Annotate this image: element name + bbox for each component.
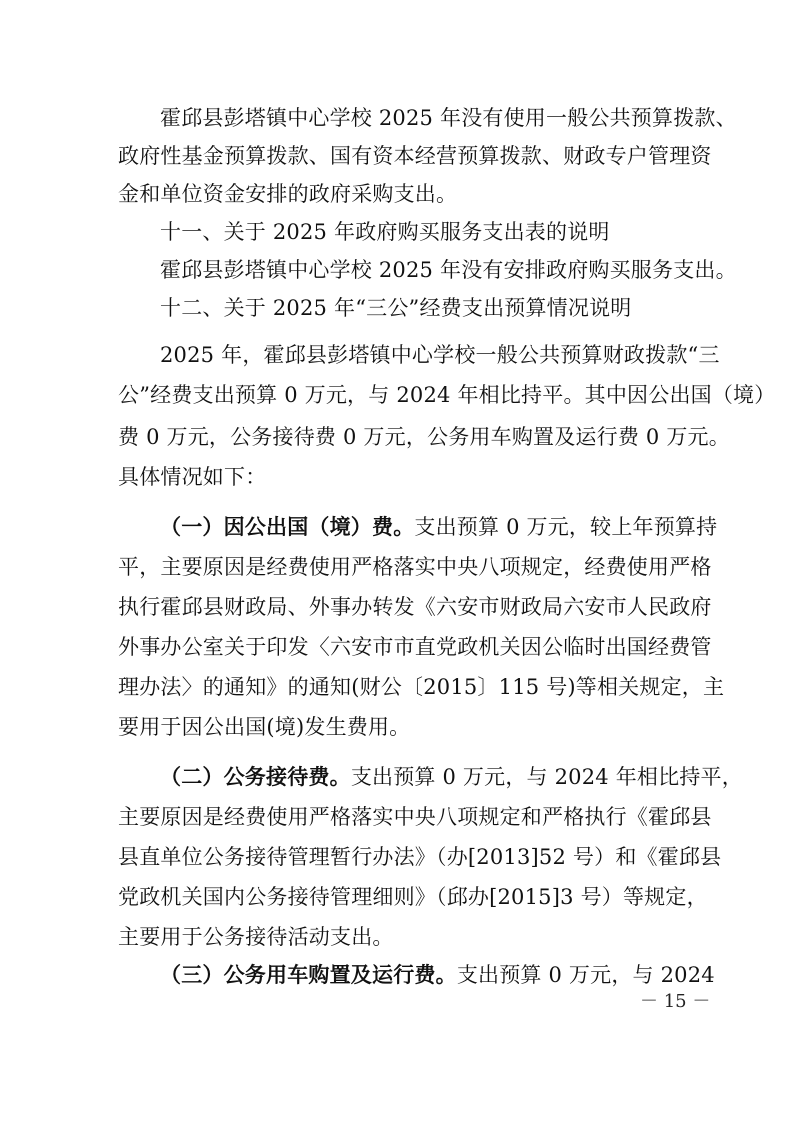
subsection-reception-line-5: 主要用于公务接待活动支出。 [118, 925, 394, 949]
section-heading-12: 十二、关于 2025 年“三公”经费支出预算情况说明 [160, 296, 632, 320]
subsection-overseas-line-2: 平，主要原因是经费使用严格落实中央八项规定，经费使用严格 [118, 555, 712, 579]
subsection-overseas-line-6: 要用于因公出国(境)发生费用。 [118, 715, 411, 739]
paragraph-three-public-line-1: 2025 年，霍邱县彭塔镇中心学校一般公共预算财政拨款“三 [160, 343, 720, 367]
subsection-overseas-line-1-text: 支出预算 0 万元，较上年预算持 [414, 515, 718, 539]
subsection-reception-title: （二）公务接待费。 [160, 765, 351, 789]
subsection-overseas-line-5: 理办法〉的通知》的通知(财公〔2015〕115 号)等相关规定，主 [118, 675, 725, 699]
paragraph-three-public-line-3: 费 0 万元，公务接待费 0 万元，公务用车购置及运行费 0 万元。 [118, 425, 730, 449]
section-heading-11: 十一、关于 2025 年政府购买服务支出表的说明 [160, 220, 610, 244]
subsection-vehicle-line-1-text: 支出预算 0 万元，与 2024 [456, 963, 715, 987]
subsection-overseas-line-3: 执行霍邱县财政局、外事办转发《六安市财政局六安市人民政府 [118, 595, 712, 619]
subsection-reception-line-3: 县直单位公务接待管理暂行办法》（办[2013]52 号）和《霍邱县 [118, 845, 722, 869]
subsection-reception-line-1-text: 支出预算 0 万元，与 2024 年相比持平， [350, 765, 743, 789]
paragraph-procurement-line-3: 金和单位资金安排的政府采购支出。 [118, 182, 458, 206]
subsection-vehicle-line-1 [160, 960, 715, 990]
paragraph-procurement-line-2: 政府性基金预算拨款、国有资本经营预算拨款、财政专户管理资 [118, 144, 712, 168]
paragraph-procurement-line-1: 霍邱县彭塔镇中心学校 2025 年没有使用一般公共预算拨款、 [160, 106, 737, 130]
paragraph-three-public-line-4: 具体情况如下： [118, 465, 267, 489]
subsection-overseas-line-1 [160, 512, 717, 542]
subsection-reception-line-1 [160, 762, 743, 792]
subsection-reception-line-4: 党政机关国内公务接待管理细则》（邱办[2015]3 号）等规定， [118, 885, 708, 909]
subsection-vehicle-title: （三）公务用车购置及运行费。 [160, 963, 457, 987]
subsection-reception-line-2: 主要原因是经费使用严格落实中央八项规定和严格执行《霍邱县 [118, 805, 712, 829]
page-number: － 15 － [640, 991, 711, 1012]
paragraph-three-public-line-2: 公”经费支出预算 0 万元，与 2024 年相比持平。其中因公出国（境） [118, 383, 776, 407]
subsection-overseas-title: （一）因公出国（境）费。 [160, 515, 415, 539]
paragraph-service-purchase: 霍邱县彭塔镇中心学校 2025 年没有安排政府购买服务支出。 [160, 258, 737, 282]
subsection-overseas-line-4: 外事办公室关于印发〈六安市市直党政机关因公临时出国经费管 [118, 635, 712, 659]
